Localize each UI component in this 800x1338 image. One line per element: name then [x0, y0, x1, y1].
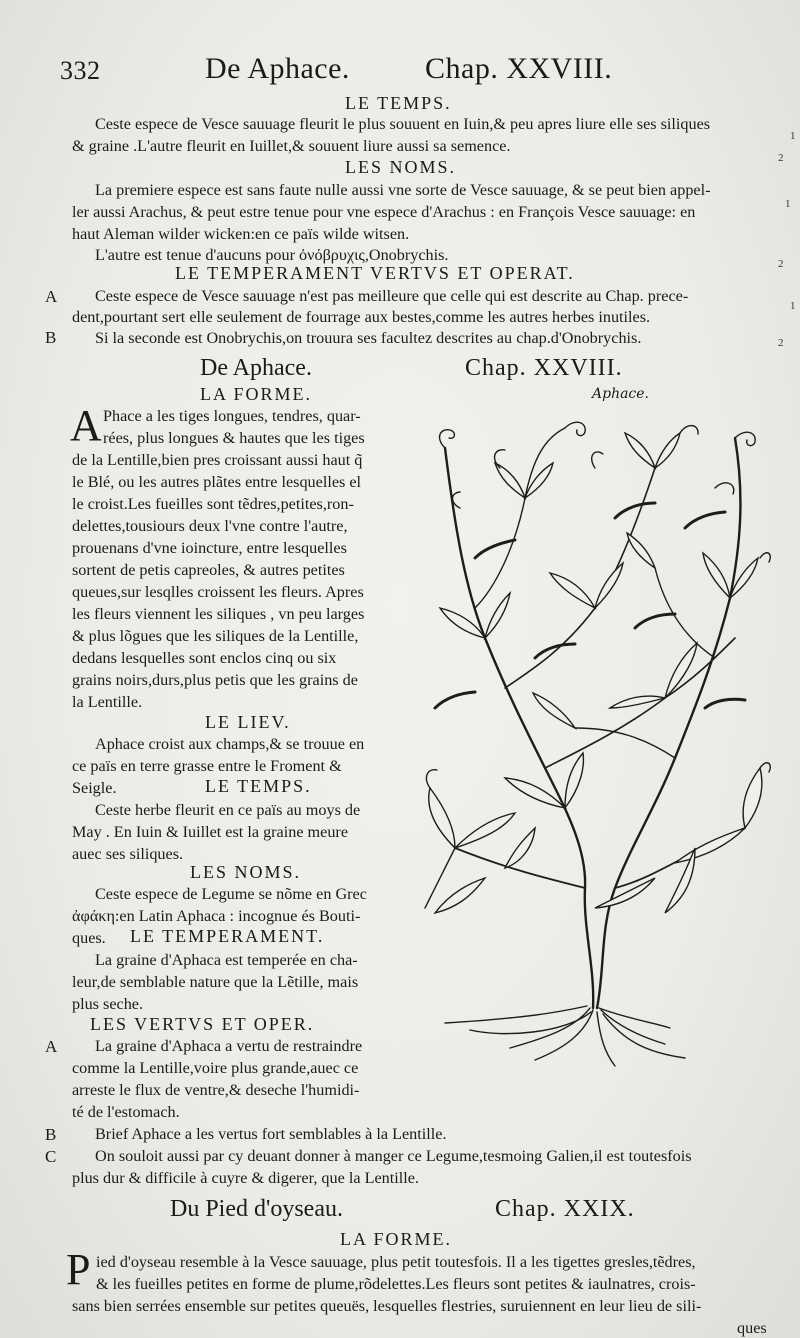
- text-line: May . En Iuin & Iuillet est la graine meure: [72, 823, 349, 841]
- text-line: haut Aleman wilder wicken:en ce païs wilde witsen.: [72, 225, 410, 243]
- margin-letter-b: B: [45, 1125, 57, 1144]
- text-line: Ceste espece de Vesce sauuage fleurit le plus souuent en Iuin,& peu apres liure elle ses siliques: [95, 115, 711, 133]
- text-line: Ceste espece de Vesce sauuage n'est pas meilleure que celle qui est descrite au Chap. prece-: [95, 287, 689, 305]
- chapter-number: Chap. XXIX.: [495, 1196, 635, 1222]
- aphace-plant-woodcut: [415, 408, 775, 1068]
- section-heading-lieu: LE LIEV.: [205, 712, 291, 732]
- text-line: la Lentille.: [72, 693, 143, 711]
- catchword: ques: [737, 1319, 767, 1337]
- drop-cap: P: [66, 1245, 91, 1294]
- right-margin-mark: 2: [778, 152, 784, 164]
- text-line: le croist.Les fueilles sont tẽdres,petites,ron-: [72, 495, 354, 513]
- right-margin-mark: 1: [785, 198, 791, 210]
- text-line: Si la seconde est Onobrychis,on trouura ses facultez descrites au chap.d'Onobrychis.: [95, 329, 642, 347]
- text-line: queues,sur lesqlles croissent les fleurs. Apres: [72, 583, 364, 601]
- section-heading-temperament-2: LE TEMPERAMENT.: [130, 926, 325, 946]
- text-line: dent,pourtant sert elle seulement de fourrage aux bestes,comme les autres herbes inutiles.: [72, 308, 651, 326]
- text-line: La graine d'Aphaca a vertu de restraindre: [95, 1037, 363, 1055]
- text-line: té de l'estomach.: [72, 1103, 180, 1121]
- margin-letter-a: A: [45, 287, 58, 306]
- text-line: plus seche.: [72, 995, 144, 1013]
- right-margin-mark: 1: [790, 130, 796, 142]
- text-line: Seigle.: [72, 779, 117, 797]
- section-heading-temperament: LE TEMPERAMENT VERTVS ET OPERAT.: [175, 263, 575, 283]
- text-line: ce païs en terre grasse entre le Froment &: [72, 757, 342, 775]
- section-heading-vertus: LES VERTVS ET OPER.: [90, 1014, 315, 1034]
- section-heading-forme: LA FORME.: [200, 384, 313, 404]
- text-line: Ceste herbe fleurit en ce païs au moys de: [95, 801, 361, 819]
- text-line: & graine .L'autre fleurit en Iuillet,& souuent liure aussi sa semence.: [72, 137, 511, 155]
- text-line: leur,de semblable nature que la Lẽtille, mais: [72, 973, 359, 991]
- right-margin-mark: 2: [778, 258, 784, 270]
- text-line: arreste le flux de ventre,& deseche l'humidi-: [72, 1081, 360, 1099]
- text-line: plus dur & difficile à cuyre & digerer, que la Lentille.: [72, 1169, 419, 1187]
- section-heading-forme-3: LA FORME.: [340, 1229, 453, 1249]
- chapter-number: Chap. XXVIII.: [465, 355, 623, 381]
- text-line: Aphace croist aux champs,& se trouue en: [95, 735, 365, 753]
- section-heading-noms-2: LES NOMS.: [190, 862, 302, 882]
- text-line: le Blé, ou les autres plãtes entre lesquelles el: [72, 473, 362, 491]
- text-line: de la Lentille,bien pres croissant aussi haut q̃: [72, 451, 363, 469]
- section-heading-temps: LE TEMPS.: [345, 93, 452, 113]
- text-line: grains noirs,durs,plus petis que les grains de: [72, 671, 358, 689]
- running-title: De Aphace.: [205, 52, 350, 85]
- running-chapter: Chap. XXVIII.: [425, 52, 613, 85]
- drop-cap: A: [70, 401, 102, 450]
- text-line: les fleurs viennent les siliques , vn peu larges: [72, 605, 365, 623]
- text-line: ques.: [72, 929, 106, 947]
- text-line: sortent de petis capreoles, & autres petites: [72, 561, 345, 579]
- text-line: ied d'oyseau resemble à la Vesce sauuage, plus petit toutesfois. Il a les tigettes gresles,tẽdres,: [96, 1253, 696, 1271]
- text-line: Ceste espece de Legume se nõme en Grec: [95, 885, 367, 903]
- text-line: dedans lesquelles sont enclos cinq ou six: [72, 649, 337, 667]
- text-line: La premiere espece est sans faute nulle aussi vne sorte de Vesce sauuage, & se peut bien appel-: [95, 181, 711, 199]
- section-heading-noms: LES NOMS.: [345, 157, 457, 177]
- figure-caption: Aphace.: [592, 386, 650, 402]
- text-line: sans bien serrées ensemble sur petites queuës, lesquelles flestries, suruiennent en leur lieu de sili-: [72, 1297, 702, 1315]
- section-heading-temps-2: LE TEMPS.: [205, 776, 312, 796]
- text-line: La graine d'Aphaca est temperée en cha-: [95, 951, 358, 969]
- right-margin-mark: 2: [778, 337, 784, 349]
- text-line: ler aussi Arachus, & peut estre tenue pour vne espece d'Arachus : en François Vesce sauuage: en: [72, 203, 696, 221]
- text-line: L'autre est tenue d'aucuns pour ὀνόβρυχις,Onobrychis.: [95, 246, 449, 264]
- margin-letter-a: A: [45, 1037, 58, 1056]
- text-line: & plus lõgues que les siliques de la Lentille,: [72, 627, 359, 645]
- text-line: Brief Aphace a les vertus fort semblables à la Lentille.: [95, 1125, 447, 1143]
- right-margin-mark: 1: [790, 300, 796, 312]
- text-line: prouenans d'vne ioincture, entre lesquelles: [72, 539, 347, 557]
- text-line: auec ses siliques.: [72, 845, 184, 863]
- text-line: & les fueilles petites en forme de plume,rõdelettes.Les fleurs sont petites & iaulnatres, crois-: [96, 1275, 696, 1293]
- text-line: Phace a les tiges longues, tendres, quar-: [103, 407, 361, 425]
- text-line: On souloit aussi par cy deuant donner à manger ce Legume,tesmoing Galien,il est toutesfois: [95, 1147, 692, 1165]
- text-line: rées, plus longues & hautes que les tiges: [103, 429, 365, 447]
- margin-letter-c: C: [45, 1147, 57, 1166]
- chapter-title: Du Pied d'oyseau.: [170, 1196, 343, 1222]
- text-line: comme la Lentille,voire plus grande,auec ce: [72, 1059, 359, 1077]
- page-number: 332: [60, 56, 101, 85]
- text-line: ἀφάκη:en Latin Aphaca : incognue és Bouti-: [72, 907, 361, 925]
- text-line: delettes,tousiours deux l'vne contre l'autre,: [72, 517, 348, 535]
- chapter-title: De Aphace.: [200, 355, 312, 381]
- margin-letter-b: B: [45, 328, 57, 347]
